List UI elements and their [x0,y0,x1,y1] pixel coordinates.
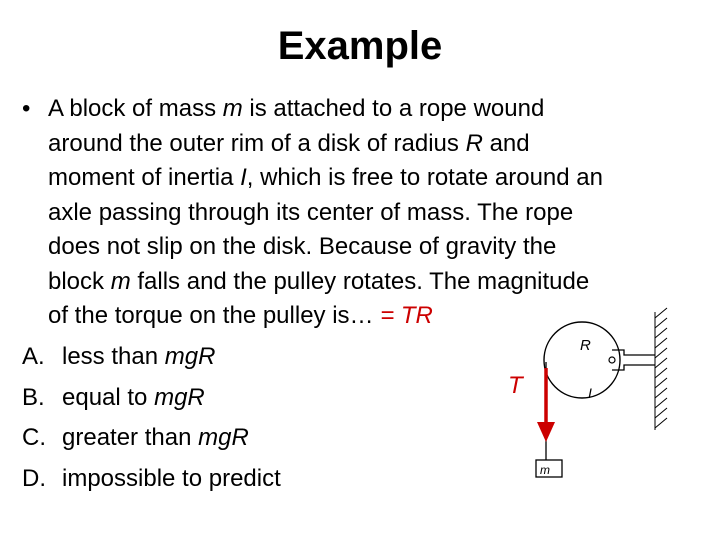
text-run: , which is free to rotate around an [246,164,603,191]
hatch-mark [655,328,667,338]
hatch-mark [655,388,667,398]
text-run: impossible to predict [62,464,281,492]
choice-letter: C. [22,424,46,451]
text-run: and [482,129,530,157]
hatch-mark [655,398,667,408]
mass-label: m [540,463,550,477]
italic-symbol: mg [164,343,199,370]
hatch-mark [655,418,667,428]
hatch-mark [655,378,667,388]
hatch-mark [655,358,667,368]
italic-symbol: R [465,129,483,157]
text-run: A block of mass [48,95,223,122]
italic-symbol: R [187,383,205,411]
italic-symbol: mg [154,383,188,411]
slide-title: Example [277,24,443,68]
hatch-mark [655,368,667,378]
italic-symbol: R [198,343,216,370]
italic-symbol: m [110,267,131,295]
hatch-mark [655,318,667,328]
hatch-mark [655,338,667,348]
bullet-symbol: • [22,95,31,122]
radius-label: R [580,337,591,354]
text-run: equal to [62,383,155,411]
text-run: of the torque on the pulley is… [48,302,381,329]
italic-symbol: R [231,424,249,451]
tension-label: T [508,372,523,399]
hatch-mark [655,308,667,318]
text-run: less than [62,343,165,370]
axle-bracket [612,350,655,370]
pulley-axle [609,357,615,363]
italic-symbol: mg [198,424,232,451]
text-run: axle passing through its center of mass. The rope [48,198,574,226]
italic-symbol: m [222,95,243,122]
text-run: around the outer rim of a disk of radius [48,129,466,157]
hatch-mark [655,408,667,418]
text-run: greater than [62,424,199,451]
choice-letter: A. [22,343,45,370]
choice-letter: B. [22,383,45,411]
hatch-mark [655,348,667,358]
torque-answer: = TR [380,302,433,329]
tension-arrow [537,368,555,442]
text-run: falls and the pulley rotates. The magnitude [130,267,590,295]
inertia-label: I [588,385,592,401]
choice-letter: D. [22,464,46,492]
wall-hatch [655,308,667,430]
italic-symbol: I [240,164,247,191]
text-run: does not slip on the disk. Because of gravity the [48,233,557,260]
text-run: moment of inertia [48,164,241,191]
text-run: block [48,267,111,295]
text-run: is attached to a rope wound [242,95,545,122]
